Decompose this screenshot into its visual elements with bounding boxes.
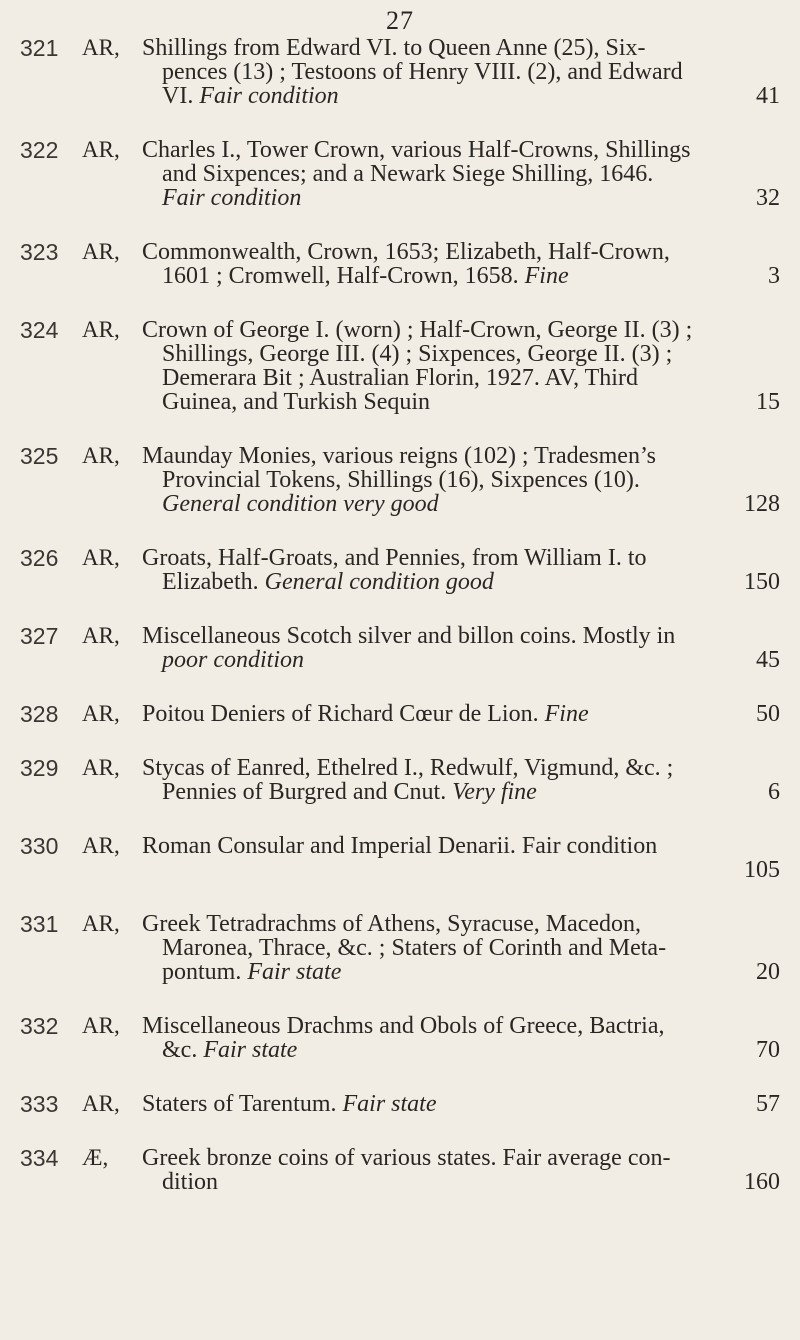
lot-number: 323 (20, 239, 59, 265)
last-line: pontum. (162, 959, 248, 985)
lot-quantity: 3 (768, 263, 780, 289)
description-last-line (142, 1038, 780, 1062)
condition-note: Fair condition (162, 185, 302, 211)
description-line: Groats, Half-Groats, and Pennies, from William I. to (142, 545, 647, 571)
lot-number: 326 (20, 545, 59, 571)
description-line: Maunday Monies, various reigns (102) ; Tradesmen’s (142, 443, 656, 469)
condition-note: General condition good (264, 569, 494, 595)
lot-description (142, 702, 800, 726)
condition-note: Fair condition (199, 83, 339, 109)
description-line: Stycas of Eanred, Ethelred I., Redwulf, Vigmund, &c. ; (142, 755, 674, 781)
lot-description (142, 756, 800, 804)
last-line-text (142, 702, 589, 726)
last-line-text (162, 390, 430, 414)
lot-quantity: 20 (756, 959, 780, 985)
description-last-line (142, 84, 780, 108)
lot-entry (0, 702, 800, 726)
lot-entry (0, 1092, 800, 1116)
last-line-text (162, 186, 301, 210)
metal-symbol: AR, (82, 137, 120, 162)
lot-description (142, 624, 800, 672)
description-line: Miscellaneous Scotch silver and billon coins. Mostly in (142, 623, 676, 649)
lot-quantity: 6 (768, 779, 780, 805)
last-line-text (162, 648, 304, 672)
lot-entry (0, 240, 800, 288)
last-line: Guinea, and Turkish Sequin (162, 389, 431, 415)
metal-symbol: AR, (82, 317, 120, 342)
last-line: Pennies of Burgred and Cnut. (162, 779, 453, 805)
metal-symbol: AR, (82, 545, 120, 570)
description-line: Commonwealth, Crown, 1653; Elizabeth, Half-Crown, (142, 239, 670, 265)
page-number: 27 (386, 6, 414, 35)
lot-description (142, 1014, 800, 1062)
lot-number: 330 (20, 833, 59, 859)
last-line-text (162, 1170, 218, 1194)
description-last-line (142, 390, 780, 414)
lot-entry (0, 624, 800, 672)
description-last-line (142, 264, 780, 288)
lot-quantity: 57 (756, 1091, 780, 1117)
lot-number: 328 (20, 701, 59, 727)
description-last-line (142, 780, 780, 804)
last-line: 1601 ; Cromwell, Half-Crown, 1658. (162, 263, 525, 289)
lot-entry (0, 1014, 800, 1062)
lot-quantity: 41 (756, 83, 780, 109)
description-line: Crown of George I. (worn) ; Half-Crown, George II. (3) ; (142, 317, 693, 343)
lot-entry (0, 1146, 800, 1194)
lot-description (142, 318, 800, 414)
description-last-line (142, 570, 780, 594)
description-last-line (142, 960, 780, 984)
last-line-text (162, 1038, 297, 1062)
description-last-line (142, 1170, 780, 1194)
lot-number: 327 (20, 623, 59, 649)
condition-note: General condition very good (162, 491, 439, 517)
lot-number: 334 (20, 1145, 59, 1171)
lot-number: 329 (20, 755, 59, 781)
last-line: dition (162, 1169, 219, 1195)
condition-note: Fair state (342, 1091, 437, 1117)
metal-symbol: AR, (82, 1091, 120, 1116)
lot-number: 322 (20, 137, 59, 163)
last-line: Poitou Deniers of Richard Cœur de Lion. (142, 701, 545, 727)
lot-entry (0, 834, 800, 882)
lot-quantity: 70 (756, 1037, 780, 1063)
lot-description (142, 912, 800, 984)
condition-note: Fine (544, 701, 589, 727)
condition-note: Very fine (452, 779, 537, 805)
description-last-line (142, 702, 780, 726)
lot-entry (0, 546, 800, 594)
lot-list (0, 36, 800, 1224)
lot-description (142, 1092, 800, 1116)
lot-entry (0, 36, 800, 108)
lot-description (142, 546, 800, 594)
lot-entry (0, 912, 800, 984)
metal-symbol: Æ, (82, 1145, 109, 1170)
lot-quantity: 105 (744, 857, 780, 883)
last-line: Elizabeth. (162, 569, 265, 595)
description-line: pences (13) ; Testoons of Henry VIII. (2), and Edward (162, 59, 683, 85)
description-line: Shillings from Edward VI. to Queen Anne (25), Six- (142, 35, 646, 61)
metal-symbol: AR, (82, 443, 120, 468)
lot-quantity: 32 (756, 185, 780, 211)
condition-note: Fair state (203, 1037, 298, 1063)
lot-quantity: 150 (744, 569, 780, 595)
description-line: and Sixpences; and a Newark Siege Shilling, 1646. (162, 161, 654, 187)
last-line: Staters of Tarentum. (142, 1091, 343, 1117)
last-line-text (162, 492, 439, 516)
last-line-text (162, 960, 341, 984)
lot-number: 331 (20, 911, 59, 937)
lot-number: 325 (20, 443, 59, 469)
description-last-line (142, 858, 780, 882)
lot-entry (0, 444, 800, 516)
last-line-text (162, 84, 339, 108)
lot-description (142, 36, 800, 108)
description-last-line (142, 186, 780, 210)
metal-symbol: AR, (82, 239, 120, 264)
description-line: Charles I., Tower Crown, various Half-Crowns, Shillings (142, 137, 691, 163)
metal-symbol: AR, (82, 911, 120, 936)
lot-description (142, 138, 800, 210)
metal-symbol: AR, (82, 35, 120, 60)
lot-number: 332 (20, 1013, 59, 1039)
metal-symbol: AR, (82, 833, 120, 858)
lot-entry (0, 756, 800, 804)
lot-quantity: 160 (744, 1169, 780, 1195)
description-last-line (142, 492, 780, 516)
lot-description (142, 240, 800, 288)
last-line: VI. (162, 83, 200, 109)
lot-quantity: 15 (756, 389, 780, 415)
lot-description (142, 444, 800, 516)
description-line: Maronea, Thrace, &c. ; Staters of Corinth and Meta- (162, 935, 667, 961)
description-last-line (142, 1092, 780, 1116)
description-line: Demerara Bit ; Australian Florin, 1927. AV, Third (162, 365, 638, 391)
description-line: Greek bronze coins of various states. Fair average con- (142, 1145, 671, 1171)
last-line: &c. (162, 1037, 204, 1063)
metal-symbol: AR, (82, 701, 120, 726)
lot-number: 324 (20, 317, 59, 343)
lot-number: 321 (20, 35, 59, 61)
last-line-text (162, 780, 537, 804)
lot-quantity: 50 (756, 701, 780, 727)
description-line: Roman Consular and Imperial Denarii. Fair condition (142, 833, 658, 859)
description-last-line (142, 648, 780, 672)
last-line-text (162, 570, 494, 594)
lot-quantity: 45 (756, 647, 780, 673)
last-line-text (162, 264, 569, 288)
condition-note: Fair state (247, 959, 342, 985)
lot-quantity: 128 (744, 491, 780, 517)
metal-symbol: AR, (82, 755, 120, 780)
lot-entry (0, 318, 800, 414)
metal-symbol: AR, (82, 623, 120, 648)
description-line: Greek Tetradrachms of Athens, Syracuse, Macedon, (142, 911, 642, 937)
condition-note: Fine (524, 263, 569, 289)
description-line: Provincial Tokens, Shillings (16), Sixpences (10). (162, 467, 640, 493)
description-line: Shillings, George III. (4) ; Sixpences, George II. (3) ; (162, 341, 673, 367)
description-line: Miscellaneous Drachms and Obols of Greece, Bactria, (142, 1013, 665, 1039)
lot-description (142, 1146, 800, 1194)
lot-description (142, 834, 800, 882)
last-line-text (142, 1092, 437, 1116)
metal-symbol: AR, (82, 1013, 120, 1038)
condition-note: poor condition (162, 647, 304, 673)
lot-number: 333 (20, 1091, 59, 1117)
lot-entry (0, 138, 800, 210)
